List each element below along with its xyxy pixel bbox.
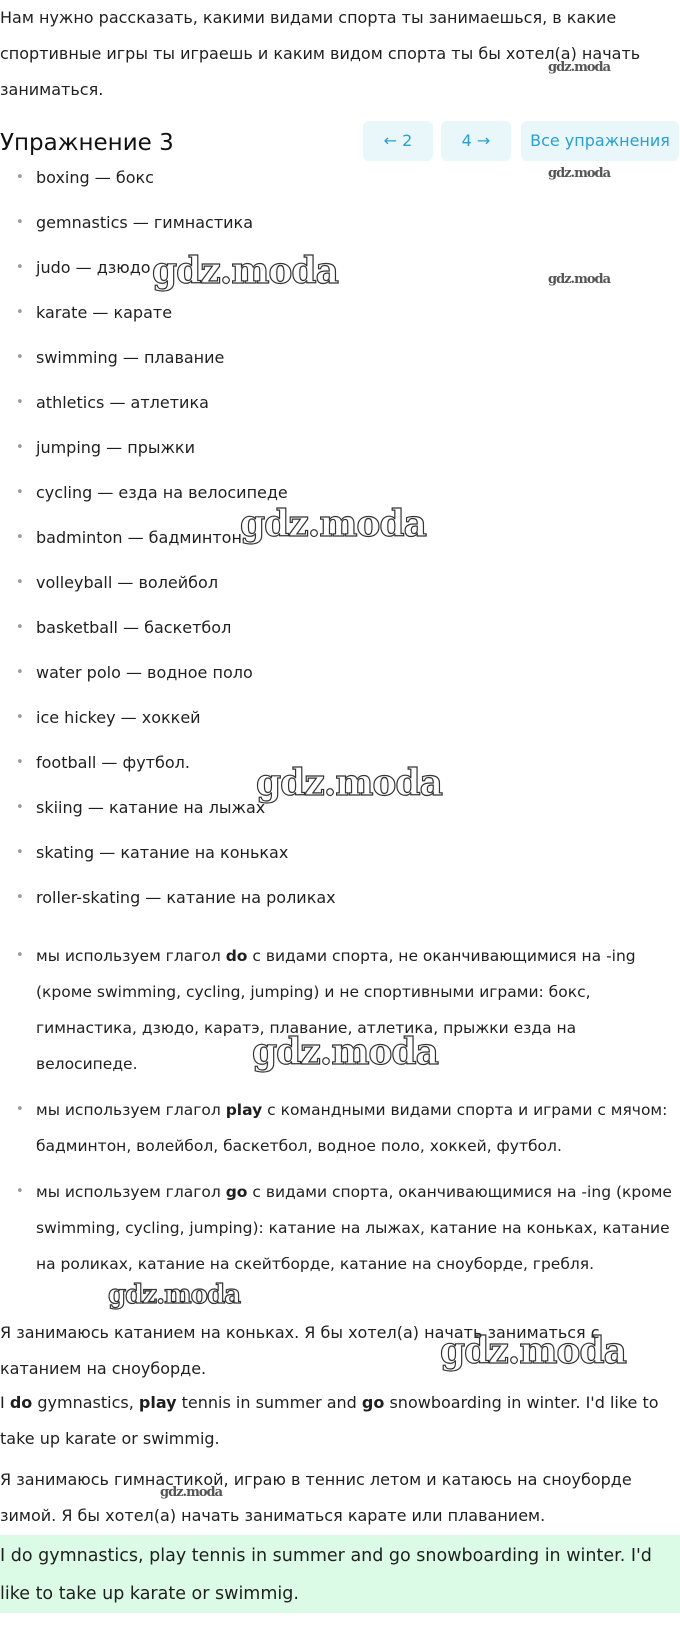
final-answer-text: I do gymnastics, play tennis in summer and go snowboarding in winter. I'd like to take up karate or swimmig. <box>0 1546 652 1604</box>
list-item: • swimming — плавание <box>0 335 680 380</box>
exercise-title: Упражнение 3 <box>0 130 174 156</box>
bullet-icon: • <box>16 440 24 455</box>
bullet-icon: • <box>16 215 24 230</box>
bullet-icon: • <box>16 948 24 963</box>
list-item: • jumping — прыжки <box>0 425 680 470</box>
watermark-logo: gdz.moda <box>160 1485 223 1500</box>
list-item: • boxing — бокс <box>0 155 680 200</box>
prev-exercise-button[interactable]: ← 2 <box>363 121 433 161</box>
list-item: • ice hickey — хоккей <box>0 695 680 740</box>
bullet-icon: • <box>16 575 24 590</box>
list-item: • athletics — атлетика <box>0 380 680 425</box>
verb-go: go <box>225 1183 248 1201</box>
list-item: • volleyball — волейбол <box>0 560 680 605</box>
watermark-logo: gdz.moda <box>548 166 611 181</box>
answer-russian-2: Я занимаюсь гимнастикой, играю в теннис летом и катаюсь на сноуборде зимой. Я бы хотел(а) начать заниматься карате или плаванием. <box>0 1470 632 1525</box>
bullet-icon: • <box>16 845 24 860</box>
watermark-logo: gdz.moda <box>152 250 338 292</box>
intro-text: Нам нужно рассказать, какими видами спорта ты занимаешься, в какие спортивные игры ты играешь и каким видом спорта ты бы хотел(а) начать заниматься. <box>0 8 641 99</box>
grammar-rules-list <box>0 938 680 1292</box>
all-exercises-button[interactable]: Все упражнения <box>521 121 679 161</box>
rule-item: • мы используем глагол go с видами спорта, оканчивающимися на -ing (кроме swimming, cycling, jumping): катание на лыжах, катание на коньках, катание на роликах, катание на скейтборде, катание на сноуборде, гребля. <box>0 1174 680 1282</box>
list-item: • skating — катание на коньках <box>0 830 680 875</box>
rule-item: • мы используем глагол do с видами спорта, не оканчивающимися на -ing (кроме swimming, cycling, jumping) и не спортивными играми: бокс, гимнастика, дзюдо, каратэ, плавание, атлетика, прыжки езда на велосипеде. <box>0 938 680 1082</box>
watermark-logo: gdz.moda <box>256 762 442 804</box>
watermark-logo: gdz.moda <box>548 60 611 75</box>
bullet-icon: • <box>16 1184 24 1199</box>
list-item: • karate — карате <box>0 290 680 335</box>
exercise-header <box>0 118 680 168</box>
bullet-icon: • <box>16 530 24 545</box>
final-answer-highlight <box>0 1535 680 1613</box>
answer-english: I do gymnastics, play tennis in summer and go snowboarding in winter. I'd like to take up karate or swimmig. <box>0 1393 659 1448</box>
bullet-icon: • <box>16 305 24 320</box>
bullet-icon: • <box>16 665 24 680</box>
list-item: • basketball — баскетбол <box>0 605 680 650</box>
watermark-logo: gdz.moda <box>252 1031 438 1073</box>
bullet-icon: • <box>16 890 24 905</box>
bullet-icon: • <box>16 620 24 635</box>
list-item: • judo — дзюдо <box>0 245 680 290</box>
bullet-icon: • <box>16 755 24 770</box>
list-item: • gemnastics — гимнастика <box>0 200 680 245</box>
bullet-icon: • <box>16 395 24 410</box>
bullet-icon: • <box>16 260 24 275</box>
rule-item: • мы используем глагол play с командными видами спорта и играми с мячом: бадминтон, волейбол, баскетбол, водное поло, хоккей, футбол. <box>0 1092 680 1164</box>
next-exercise-button[interactable]: 4 → <box>441 121 511 161</box>
watermark-logo: gdz.moda <box>108 1280 241 1310</box>
watermark-logo: gdz.moda <box>440 1330 626 1372</box>
bullet-icon: • <box>16 710 24 725</box>
list-item: • football — футбол. <box>0 740 680 785</box>
bullet-icon: • <box>16 350 24 365</box>
bullet-icon: • <box>16 1102 24 1117</box>
bullet-icon: • <box>16 800 24 815</box>
list-item: • badminton — бадминтон <box>0 515 680 560</box>
bullet-icon: • <box>16 485 24 500</box>
bullet-icon: • <box>16 170 24 185</box>
watermark-logo: gdz.moda <box>548 272 611 287</box>
watermark-logo: gdz.moda <box>240 503 426 545</box>
list-item: • skiing — катание на лыжах <box>0 785 680 830</box>
verb-do: do <box>225 947 248 965</box>
list-item: • roller-skating — катание на роликах <box>0 875 680 920</box>
verb-play: play <box>225 1101 263 1119</box>
list-item: • cycling — езда на велосипеде <box>0 470 680 515</box>
answer-russian-1: Я занимаюсь катанием на коньках. Я бы хотел(а) начать заниматься с катанием на сноуборде. <box>0 1323 600 1378</box>
list-item: • water polo — водное поло <box>0 650 680 695</box>
